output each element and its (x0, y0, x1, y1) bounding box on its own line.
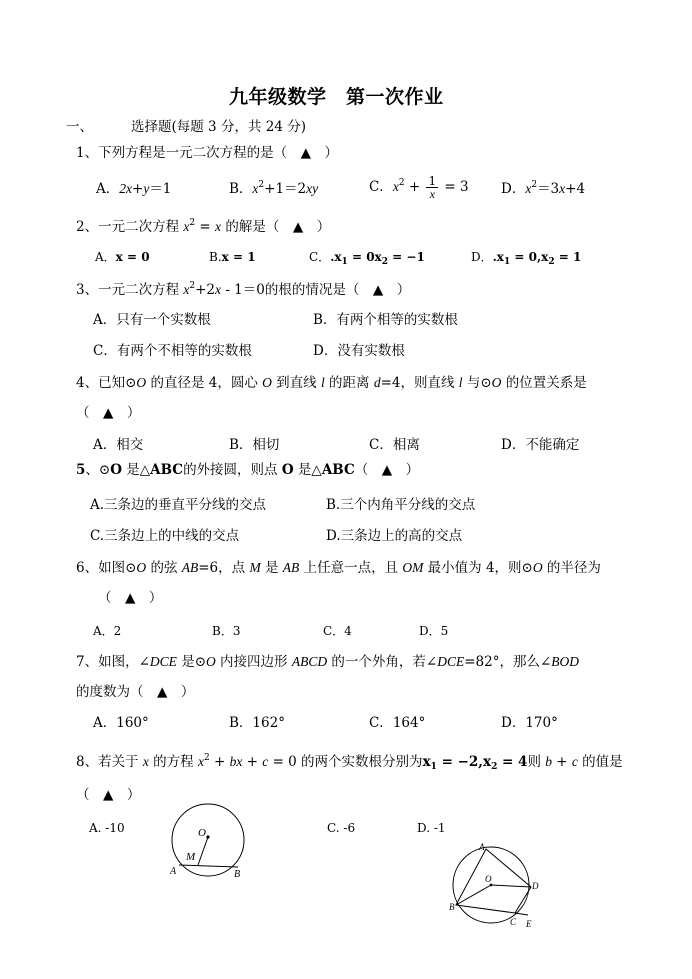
q8-blank: （ ▲ ） (76, 787, 141, 803)
q1-option-c: C．$x^2$ + $\frac{1}{x}$ = 3 (369, 174, 469, 201)
page-title: 九年级数学 第一次作业 (229, 86, 444, 108)
fig1-segment-om (198, 837, 208, 865)
q2-option-c: C．$.x_1 = 0x_2 = -1$ (309, 250, 425, 267)
fig2-extension-ce (515, 913, 528, 915)
q1-option-d: D．$x^2=3x+4$ (501, 180, 586, 197)
q7-stem: 7、如图，∠DCE 是⊙O 内接四边形 ABCD 的一个外角，若∠DCE=82°，那么∠BOD (76, 654, 580, 670)
fig2-label-o: O (485, 874, 492, 884)
q8-option-c: C. -6 (327, 821, 356, 835)
q8-option-d: D. -1 (417, 821, 446, 835)
q5-option-d: D.三条边上的高的交点 (326, 528, 463, 544)
q6-option-b: B．3 (212, 624, 241, 638)
section-number: 一、 (66, 119, 93, 135)
q1-stem: 1、下列方程是一元二次方程的是（ ▲ ） (76, 145, 338, 161)
q8-stem: 8、若关于 x 的方程 $x^2$ + bx + c = 0 的两个实数根分别为$x_1 = -2,x_2 = 4$则 b + c 的值是 (76, 753, 623, 772)
q7-stem-cont: 的度数为（ ▲ ） (76, 684, 195, 700)
q4-option-b: B．相切 (229, 437, 280, 453)
fig2-quadrilateral (456, 849, 531, 913)
fig1-label-o: O (198, 827, 206, 839)
q3-option-b: B．有两个相等的实数根 (313, 312, 458, 328)
q3-stem: 3、一元二次方程 $x^2+2x - 1=0$的根的情况是（ ▲ ） (76, 281, 411, 298)
q3-option-a: A．只有一个实数根 (93, 312, 211, 328)
fig2-line-od (491, 885, 531, 887)
q1-option-b: B．$x^2+1=2xy$ (229, 180, 319, 197)
q2-option-a: A．x = 0 (95, 250, 150, 264)
q2-stem: 2、一元二次方程 $x^2 = x$ 的解是（ ▲ ） (76, 218, 331, 235)
q7-option-b: B．162° (229, 715, 285, 731)
fig1-label-a: A (170, 866, 177, 877)
figure-circle-chord (160, 797, 270, 887)
q1-option-a: A．2x+y＝1 (96, 181, 172, 197)
fig2-label-b: B (449, 902, 455, 912)
q4-option-a: A．相交 (93, 437, 144, 453)
q5-stem: 5、⊙O 是△ABC的外接圆，则点 O 是△ABC（ ▲ ） (76, 462, 420, 478)
fig2-label-e: E (526, 919, 532, 929)
q7-option-d: D．170° (501, 715, 558, 731)
q5-option-c: C.三条边上的中线的交点 (90, 528, 240, 544)
q4-stem: 4、已知⊙O 的直径是 4，圆心 O 到直线 l 的距离 d=4，则直线 l 与⊙O 的位置关系是 (76, 375, 587, 391)
q2-option-b: B.x = 1 (209, 250, 256, 264)
q6-option-d: D．5 (419, 624, 449, 638)
section-heading: 选择题(每题 3 分，共 24 分) (131, 119, 306, 135)
fig1-center-dot (206, 835, 209, 838)
q6-option-a: A．2 (93, 624, 122, 638)
fig1-chord-ab (179, 865, 238, 867)
q3-option-d: D．没有实数根 (313, 343, 405, 359)
fig2-label-a: A (479, 842, 485, 852)
q3-option-c: C．有两个不相等的实数根 (93, 343, 252, 359)
q8-option-a: A. -10 (89, 821, 125, 835)
q5-option-b: B.三个内角平分线的交点 (326, 497, 476, 513)
q5-option-a: A.三条边的垂直平分线的交点 (90, 497, 267, 513)
fig2-label-d: D (532, 881, 539, 891)
q2-option-d: D．$.x_1 = 0,x_2 = 1$ (471, 250, 582, 267)
q4-blank: （ ▲ ） (76, 405, 141, 421)
fig2-label-c: C (510, 917, 517, 927)
figure-cyclic-quadrilateral (448, 840, 548, 935)
q6-stem: 6、如图⊙O 的弦 AB=6，点 M 是 AB 上任意一点，且 OM 最小值为 4，则⊙O 的半径为 (76, 560, 601, 576)
q4-option-d: D．不能确定 (501, 437, 580, 453)
fig2-center-dot (490, 884, 493, 887)
q4-option-c: C．相离 (369, 437, 420, 453)
q7-option-c: C．164° (369, 715, 426, 731)
q6-option-c: C．4 (323, 624, 352, 638)
q7-option-a: A．160° (93, 715, 149, 731)
fig1-label-m: M (186, 851, 196, 863)
q6-blank: （ ▲ ） (98, 590, 163, 606)
fig1-label-b: B (234, 869, 241, 880)
